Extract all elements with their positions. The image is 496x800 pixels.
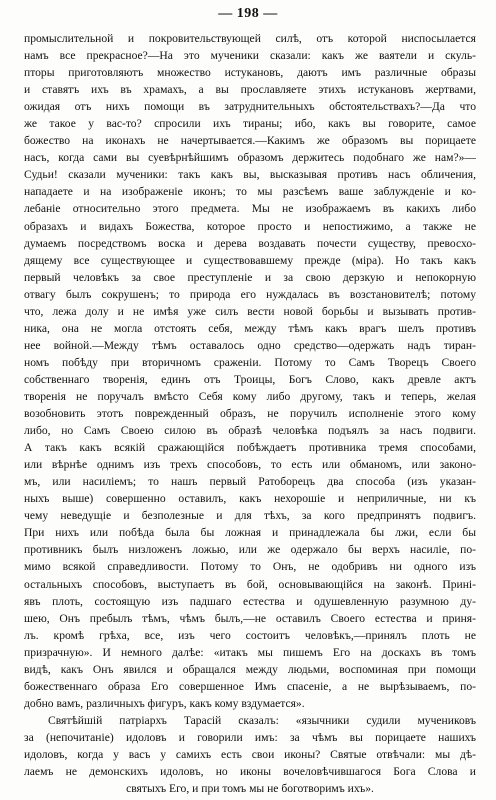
text-line: божество на иконахъ не начертывается.—Какимъ же образомъ вы порицаете <box>24 134 476 148</box>
text-line: думаемъ посредствомъ воска и дерева воздавать почести существу, превосхо- <box>24 236 476 250</box>
text-line: явъ плоть, состоящую изъ падшаго естества и одушевленную разумною ду- <box>24 594 476 608</box>
text-line: же такое у вас-то? спросили ихъ тираны; ибо, какъ вы говорите, самое <box>24 117 476 131</box>
text-line: добно вамъ, различныхъ фигуръ, какъ кому вздумается». <box>24 696 305 710</box>
text-line: либо, но Самъ Своею силою въ образѣ человѣка подъялъ за насъ подвиги. <box>24 424 476 438</box>
text-line: нападаете и на изображеніе иконъ; то мы разсѣемъ ваше заблужденіе и ко- <box>24 185 476 199</box>
text-line: что, лежа долу и не имѣя уже силъ вести новой борьбы и вызывать против- <box>24 304 476 318</box>
text-line: насъ, когда сами вы суевѣрнѣйшимъ образомъ держитесь подобнаго же нам?»— <box>24 151 476 165</box>
text-line: промыслительной и покровительствующей силѣ, отъ которой ниспосылается <box>24 32 476 45</box>
text-line: ожидая отъ нихъ помощи въ затруднительныхъ обстоятельствахъ?—Да что <box>24 100 476 114</box>
text-line: намъ все прекрасное?—На это мученики сказали: какъ же ваятели и скуль- <box>24 49 476 63</box>
page-number: — 198 — <box>218 6 278 21</box>
text-line: лъ. кромѣ грѣха, все, изъ чего состоитъ человѣкъ,—принялъ плоть не <box>24 628 476 642</box>
text-line: первый человѣкъ за свое преступленіе и за свою дерзкую и непокорную <box>24 270 476 284</box>
text-line: лаемъ не демонскихъ идоловъ, но иконы вочеловѣчившагося Бога Слова и <box>24 765 476 779</box>
text-line: и ставятъ ихъ въ храмахъ, а вы прославляете этихъ истукановъ жертвами, <box>24 83 476 97</box>
text-line: остальныхъ способовъ, выступаетъ въ бой, основывающійся на законѣ. Прині- <box>24 577 476 591</box>
text-line: шею, Онъ пребылъ тѣмъ, чѣмъ былъ,—не оставилъ Своего естества и приня- <box>24 611 476 625</box>
text-line: видѣ, какъ Онъ явился и обращался между людьми, воспоминая при помощи <box>24 662 476 676</box>
text-line: или вѣрнѣе однимъ изъ трехъ способовъ, то есть или обманомъ, или законо- <box>24 458 476 472</box>
text-line: противникъ былъ низложенъ ложью, или же одержало бы верхъ насиліе, по- <box>24 543 476 557</box>
text-line: ника, она не могла отстоять себя, между тѣмъ какъ врагъ шелъ противъ <box>24 321 476 335</box>
text-line: творенія не поручалъ вмѣсто Себя кому либо другому, такъ и теперь, желая <box>24 389 476 403</box>
text-line: возобновить этотъ поврежденный образъ, не поручилъ исполненіе этого кому <box>24 407 476 421</box>
text-line: дящему все существующее и существовавшему прежде (міра). Но такъ какъ <box>24 253 476 267</box>
text-line: Святѣйшій патріархъ Тарасій сказалъ: «язычники судили мучениковъ <box>48 713 476 727</box>
text-line: лебаніе относительно этого предмета. Мы не изображаемъ въ какихъ либо <box>24 202 476 216</box>
text-line: чему неведущіе и безполезные и для тѣхъ, за кого предпринятъ подвигъ. <box>24 509 476 523</box>
text-line: отвагу былъ сокрушенъ; то природа его нуждалась въ возстановителѣ; потому <box>24 287 476 301</box>
text-line: ныхъ выше) совершенно оставилъ, какъ нехорошіе и неприличные, ни къ <box>24 492 476 506</box>
text-line: А такъ какъ всякій сражающійся побѣждаетъ противника тремя способами, <box>24 441 476 455</box>
text-line: пторы приготовляютъ множество истукановъ, даютъ имъ различные образы <box>24 66 476 80</box>
text-body <box>24 30 476 797</box>
text-line: Судьи! сказали мученики: такъ какъ вы, высказывая противъ насъ обличения, <box>24 168 476 182</box>
text-line: номъ побѣду при вторичномъ сраженіи. Потому то Самъ Творецъ Своего <box>24 355 476 369</box>
text-line: святыхъ Его, и при томъ мы не боготворимъ ихъ». <box>126 782 374 796</box>
text-line: мъ, или насиліемъ; то нашъ первый Ратоборецъ два способа (изъ указан- <box>24 475 476 489</box>
text-line: мимо всякой справедливости. Потому то Онъ, не одобривъ ни одного изъ <box>24 560 476 574</box>
text-line: божественнаго образа Его совершенное Имъ спасеніе, а не вырѣзываемъ, по- <box>24 679 476 693</box>
text-line: При нихъ или побѣда была бы ложная и принадлежала бы лжи, если бы <box>24 526 476 540</box>
text-line: за (непочитаніе) идоловъ и говорили имъ: за чѣмъ вы порицаете нашихъ <box>24 730 476 744</box>
text-line: идоловъ, когда у васъ у самихъ есть свои иконы? Святые отвѣчали: мы дѣ- <box>24 747 476 761</box>
text-line: нее войной.—Между тѣмъ оставалось одно средство—одержать надъ тиран- <box>24 338 476 352</box>
text-line: образахъ и видахъ Божества, которое просто и непостижимо, а также не <box>24 219 476 233</box>
text-line: собственнаго творенія, единъ отъ Троицы, Богъ Слово, какъ древле актъ <box>24 372 476 386</box>
text-line: призрачную». И немного далѣе: «итакъ мы пишемъ Его на доскахъ въ томъ <box>24 645 476 659</box>
